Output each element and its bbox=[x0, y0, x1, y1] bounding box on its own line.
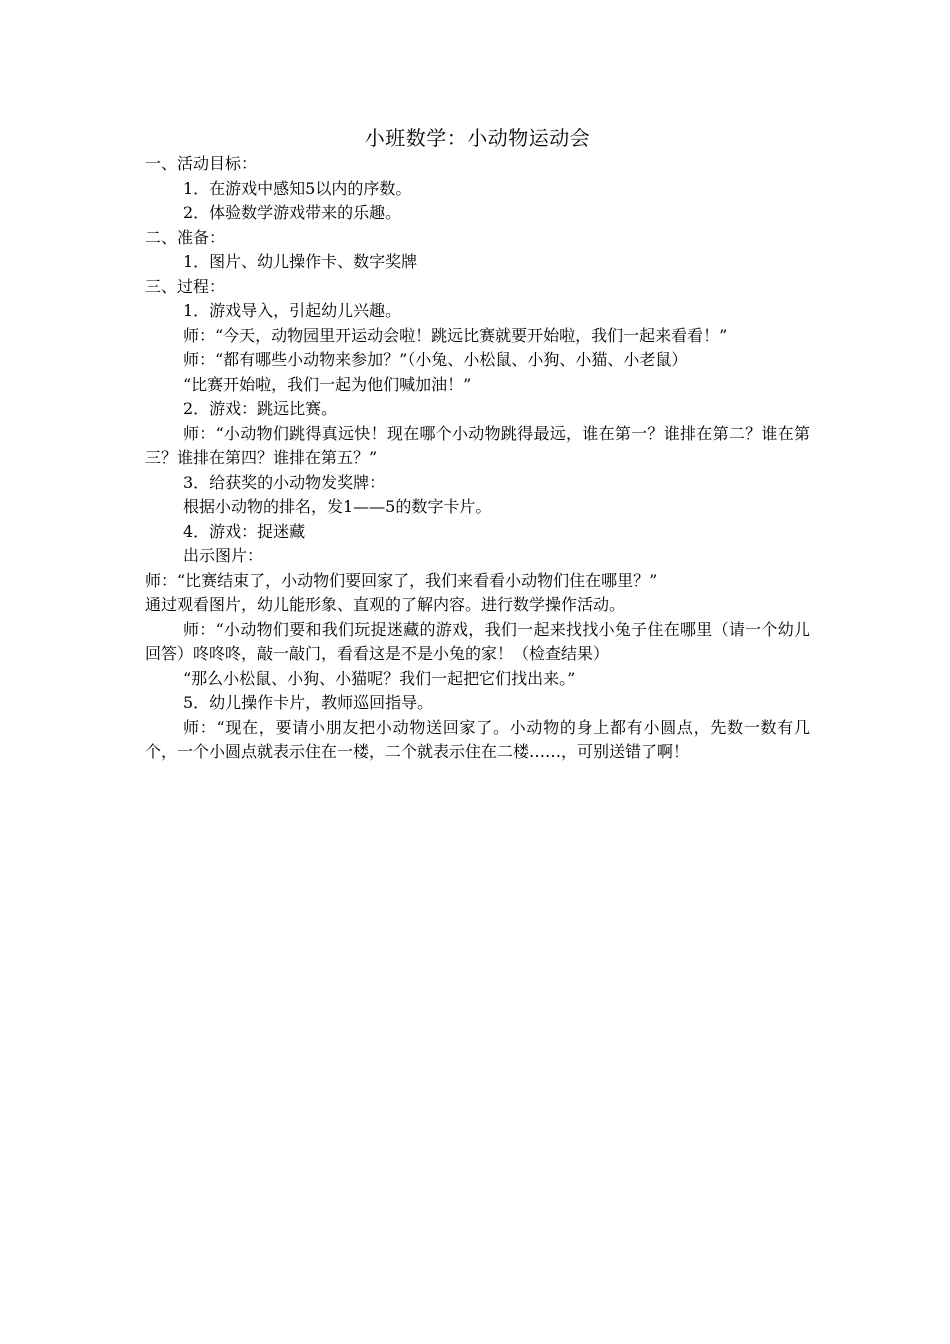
paragraph-line: 师：“现在，要请小朋友把小动物送回家了。小动物的身上都有小圆点，先数一数有几个，一个小圆点就表示住在一楼，二个就表示住在二楼……，可别送错了啊！ bbox=[145, 717, 810, 761]
paragraph-line: 三、过程： bbox=[145, 276, 226, 296]
paragraph-line: 4．游戏：捉迷藏 bbox=[183, 521, 306, 541]
paragraph-line: 2．体验数学游戏带来的乐趣。 bbox=[183, 203, 402, 222]
paragraph-line: 1．在游戏中感知5以内的序数。 bbox=[183, 178, 412, 198]
paragraph-line: 师：“今天，动物园里开运动会啦！跳远比赛就要开始啦，我们一起来看看！” bbox=[183, 325, 728, 345]
paragraph-line: 5．幼儿操作卡片，教师巡回指导。 bbox=[183, 693, 434, 712]
paragraph-line: 1．图片、幼儿操作卡、数字奖牌 bbox=[183, 252, 418, 271]
paragraph-line: “比赛开始啦，我们一起为他们喊加油！” bbox=[183, 374, 472, 394]
paragraph-line: 2．游戏：跳远比赛。 bbox=[183, 399, 338, 418]
document-title: 小班数学：小动物运动会 bbox=[364, 126, 591, 150]
paragraph-line: 二、准备： bbox=[145, 227, 226, 247]
paragraph-line: 1．游戏导入，引起幼儿兴趣。 bbox=[183, 301, 402, 320]
paragraph-line: 出示图片： bbox=[183, 546, 264, 565]
document-lines bbox=[145, 152, 810, 765]
paragraph-line: 师：“小动物们跳得真远快！现在哪个小动物跳得最远，谁在第一？谁排在第二？谁在第三？谁排在第四？谁排在第五？” bbox=[145, 423, 810, 467]
document-body bbox=[145, 124, 810, 765]
paragraph-line: “那么小松鼠、小狗、小猫呢？我们一起把它们找出来。” bbox=[183, 668, 576, 688]
paragraph-line: 通过观看图片，幼儿能形象、直观的了解内容。进行数学操作活动。 bbox=[145, 595, 626, 614]
paragraph-line: 师：“比赛结束了，小动物们要回家了，我们来看看小动物们住在哪里？” bbox=[145, 570, 658, 590]
paragraph-line: 一、活动目标： bbox=[145, 154, 258, 173]
paragraph-line: 3．给获奖的小动物发奖牌： bbox=[183, 472, 386, 492]
paragraph-line: 根据小动物的排名，发1——5的数字卡片。 bbox=[183, 497, 492, 516]
paragraph-line: 师：“小动物们要和我们玩捉迷藏的游戏，我们一起来找找小兔子住在哪里（请一个幼儿回答）咚咚咚，敲一敲门，看看这是不是小兔的家！（检查结果） bbox=[145, 619, 810, 663]
paragraph-line: 师：“都有哪些小动物来参加？”（小兔、小松鼠、小狗、小猫、小老鼠） bbox=[183, 350, 688, 369]
